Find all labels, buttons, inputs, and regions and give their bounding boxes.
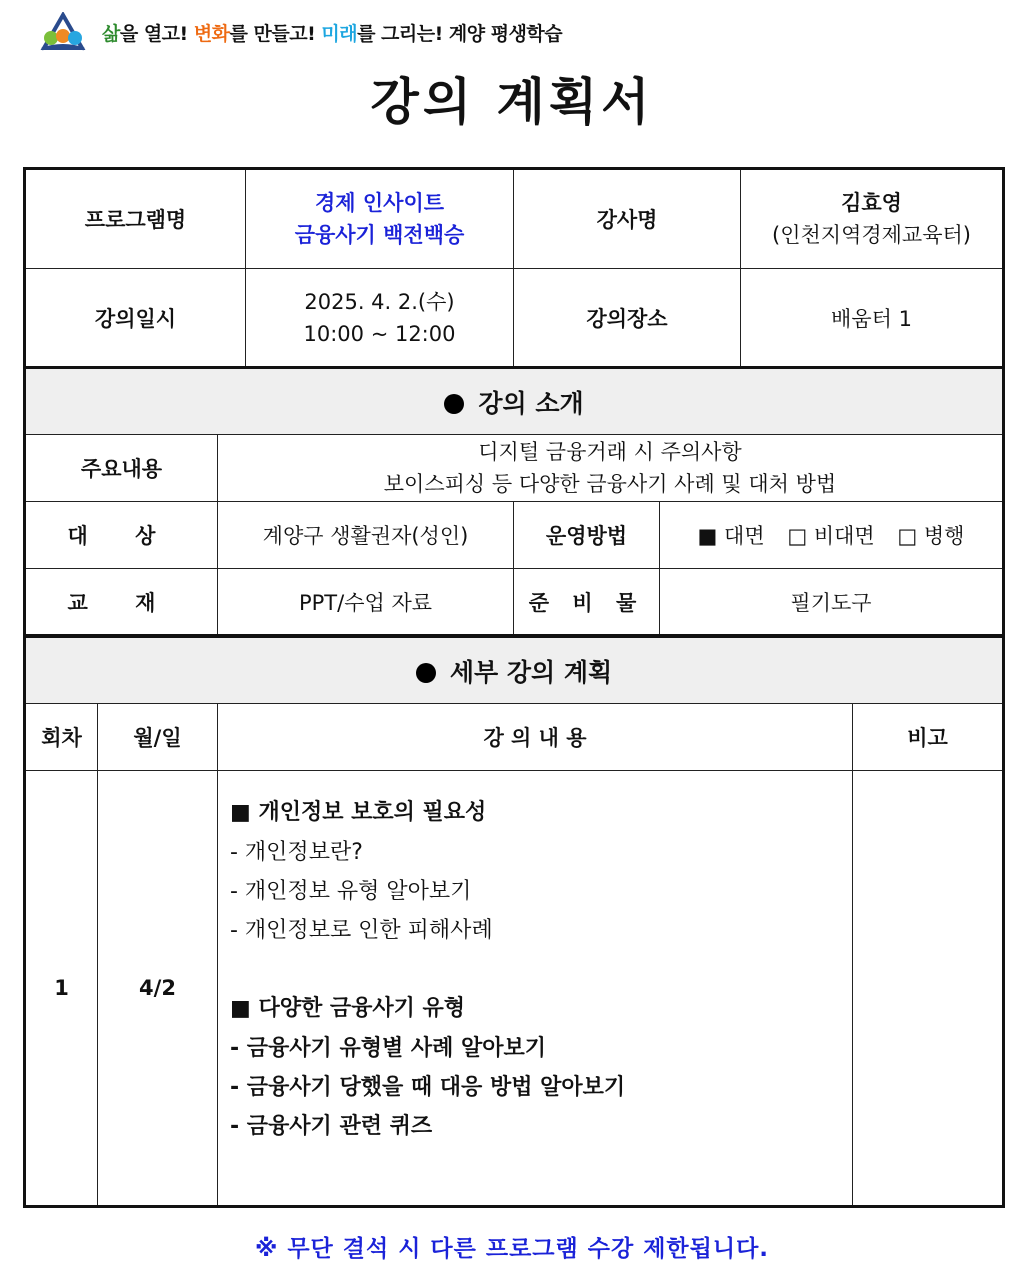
slogan-part: 를 그리는! 계양 평생학습 (357, 22, 563, 45)
date-label: 강의일시 (25, 269, 246, 368)
content-label: 주요내용 (25, 435, 218, 502)
material-label: 교 재 (25, 569, 218, 636)
method-option-online: □ 비대면 (787, 524, 875, 548)
lecture-date: 2025. 4. 2.(수) (304, 289, 455, 314)
session-content (218, 771, 853, 1207)
session-number: 1 (25, 771, 98, 1207)
instructor-name: 김효영 (841, 191, 902, 215)
gyeyang-logo-icon (38, 12, 88, 52)
lecture-place: 배움터 1 (741, 269, 1004, 368)
slogan-part: 삶 (102, 22, 120, 45)
main-content (218, 435, 1004, 502)
intro-section-header (25, 368, 1004, 435)
list-item: - 금융사기 관련 퀴즈 (230, 1114, 433, 1139)
prep: 필기도구 (660, 569, 1004, 636)
attendance-notice: ※ 무단 결석 시 다른 프로그램 수강 제한됩니다. (254, 1236, 770, 1262)
page-header (38, 12, 562, 52)
place-label: 강의장소 (514, 269, 741, 368)
header-note: 비고 (853, 704, 1004, 771)
intro-table (23, 366, 1005, 637)
main-content-line1: 디지털 금융거래 시 주의사항 (478, 440, 742, 464)
intro-section-title: 강의 소개 (478, 388, 584, 418)
program-name (246, 169, 514, 269)
plan-section-title: 세부 강의 계획 (449, 657, 613, 687)
method-options (660, 502, 1004, 569)
page-title: 강의 계획서 (370, 73, 654, 131)
slogan-part: 를 만들고! (229, 22, 322, 45)
slogan-part: 미래 (321, 22, 358, 45)
target-label: 대 상 (25, 502, 218, 569)
session-note (853, 771, 1004, 1207)
slogan-part: 변화 (193, 22, 230, 45)
slogan (102, 19, 562, 46)
lecture-datetime (246, 269, 514, 368)
list-item: - 개인정보로 인한 피해사례 (230, 918, 493, 943)
header-date: 월/일 (98, 704, 218, 771)
header-session: 회차 (25, 704, 98, 771)
content-block-title: ■ 개인정보 보호의 필요성 (230, 800, 487, 825)
material: PPT/수업 자료 (218, 569, 514, 636)
program-name-line2: 금융사기 백전백승 (294, 223, 465, 247)
target: 계양구 생활권자(성인) (218, 502, 514, 569)
list-item: - 금융사기 유형별 사례 알아보기 (230, 1036, 547, 1061)
instructor-org: (인천지역경제교육터) (772, 223, 971, 247)
info-table (23, 167, 1005, 369)
header-content: 강 의 내 용 (218, 704, 853, 771)
lecture-time: 10:00 ~ 12:00 (303, 321, 456, 346)
program-name-line1: 경제 인사이트 (314, 191, 445, 215)
prep-label: 준 비 물 (514, 569, 660, 636)
plan-section-header (25, 637, 1004, 704)
method-option-hybrid: □ 병행 (897, 524, 965, 548)
session-date: 4/2 (98, 771, 218, 1207)
method-label: 운영방법 (514, 502, 660, 569)
list-item: - 개인정보 유형 알아보기 (230, 879, 472, 904)
list-item: - 금융사기 당했을 때 대응 방법 알아보기 (230, 1075, 626, 1100)
instructor (741, 169, 1004, 269)
content-block-title: ■ 다양한 금융사기 유형 (230, 996, 466, 1021)
table-row (25, 771, 1004, 1207)
main-content-line2: 보이스피싱 등 다양한 금융사기 사례 및 대처 방법 (383, 472, 837, 496)
program-label: 프로그램명 (25, 169, 246, 269)
bullet-icon (416, 663, 436, 683)
slogan-part: 을 열고! (119, 22, 194, 45)
method-option-in-person: ■ 대면 (697, 524, 765, 548)
plan-table (23, 635, 1005, 1208)
instructor-label: 강사명 (514, 169, 741, 269)
list-item: - 개인정보란? (230, 840, 363, 865)
bullet-icon (444, 394, 464, 414)
